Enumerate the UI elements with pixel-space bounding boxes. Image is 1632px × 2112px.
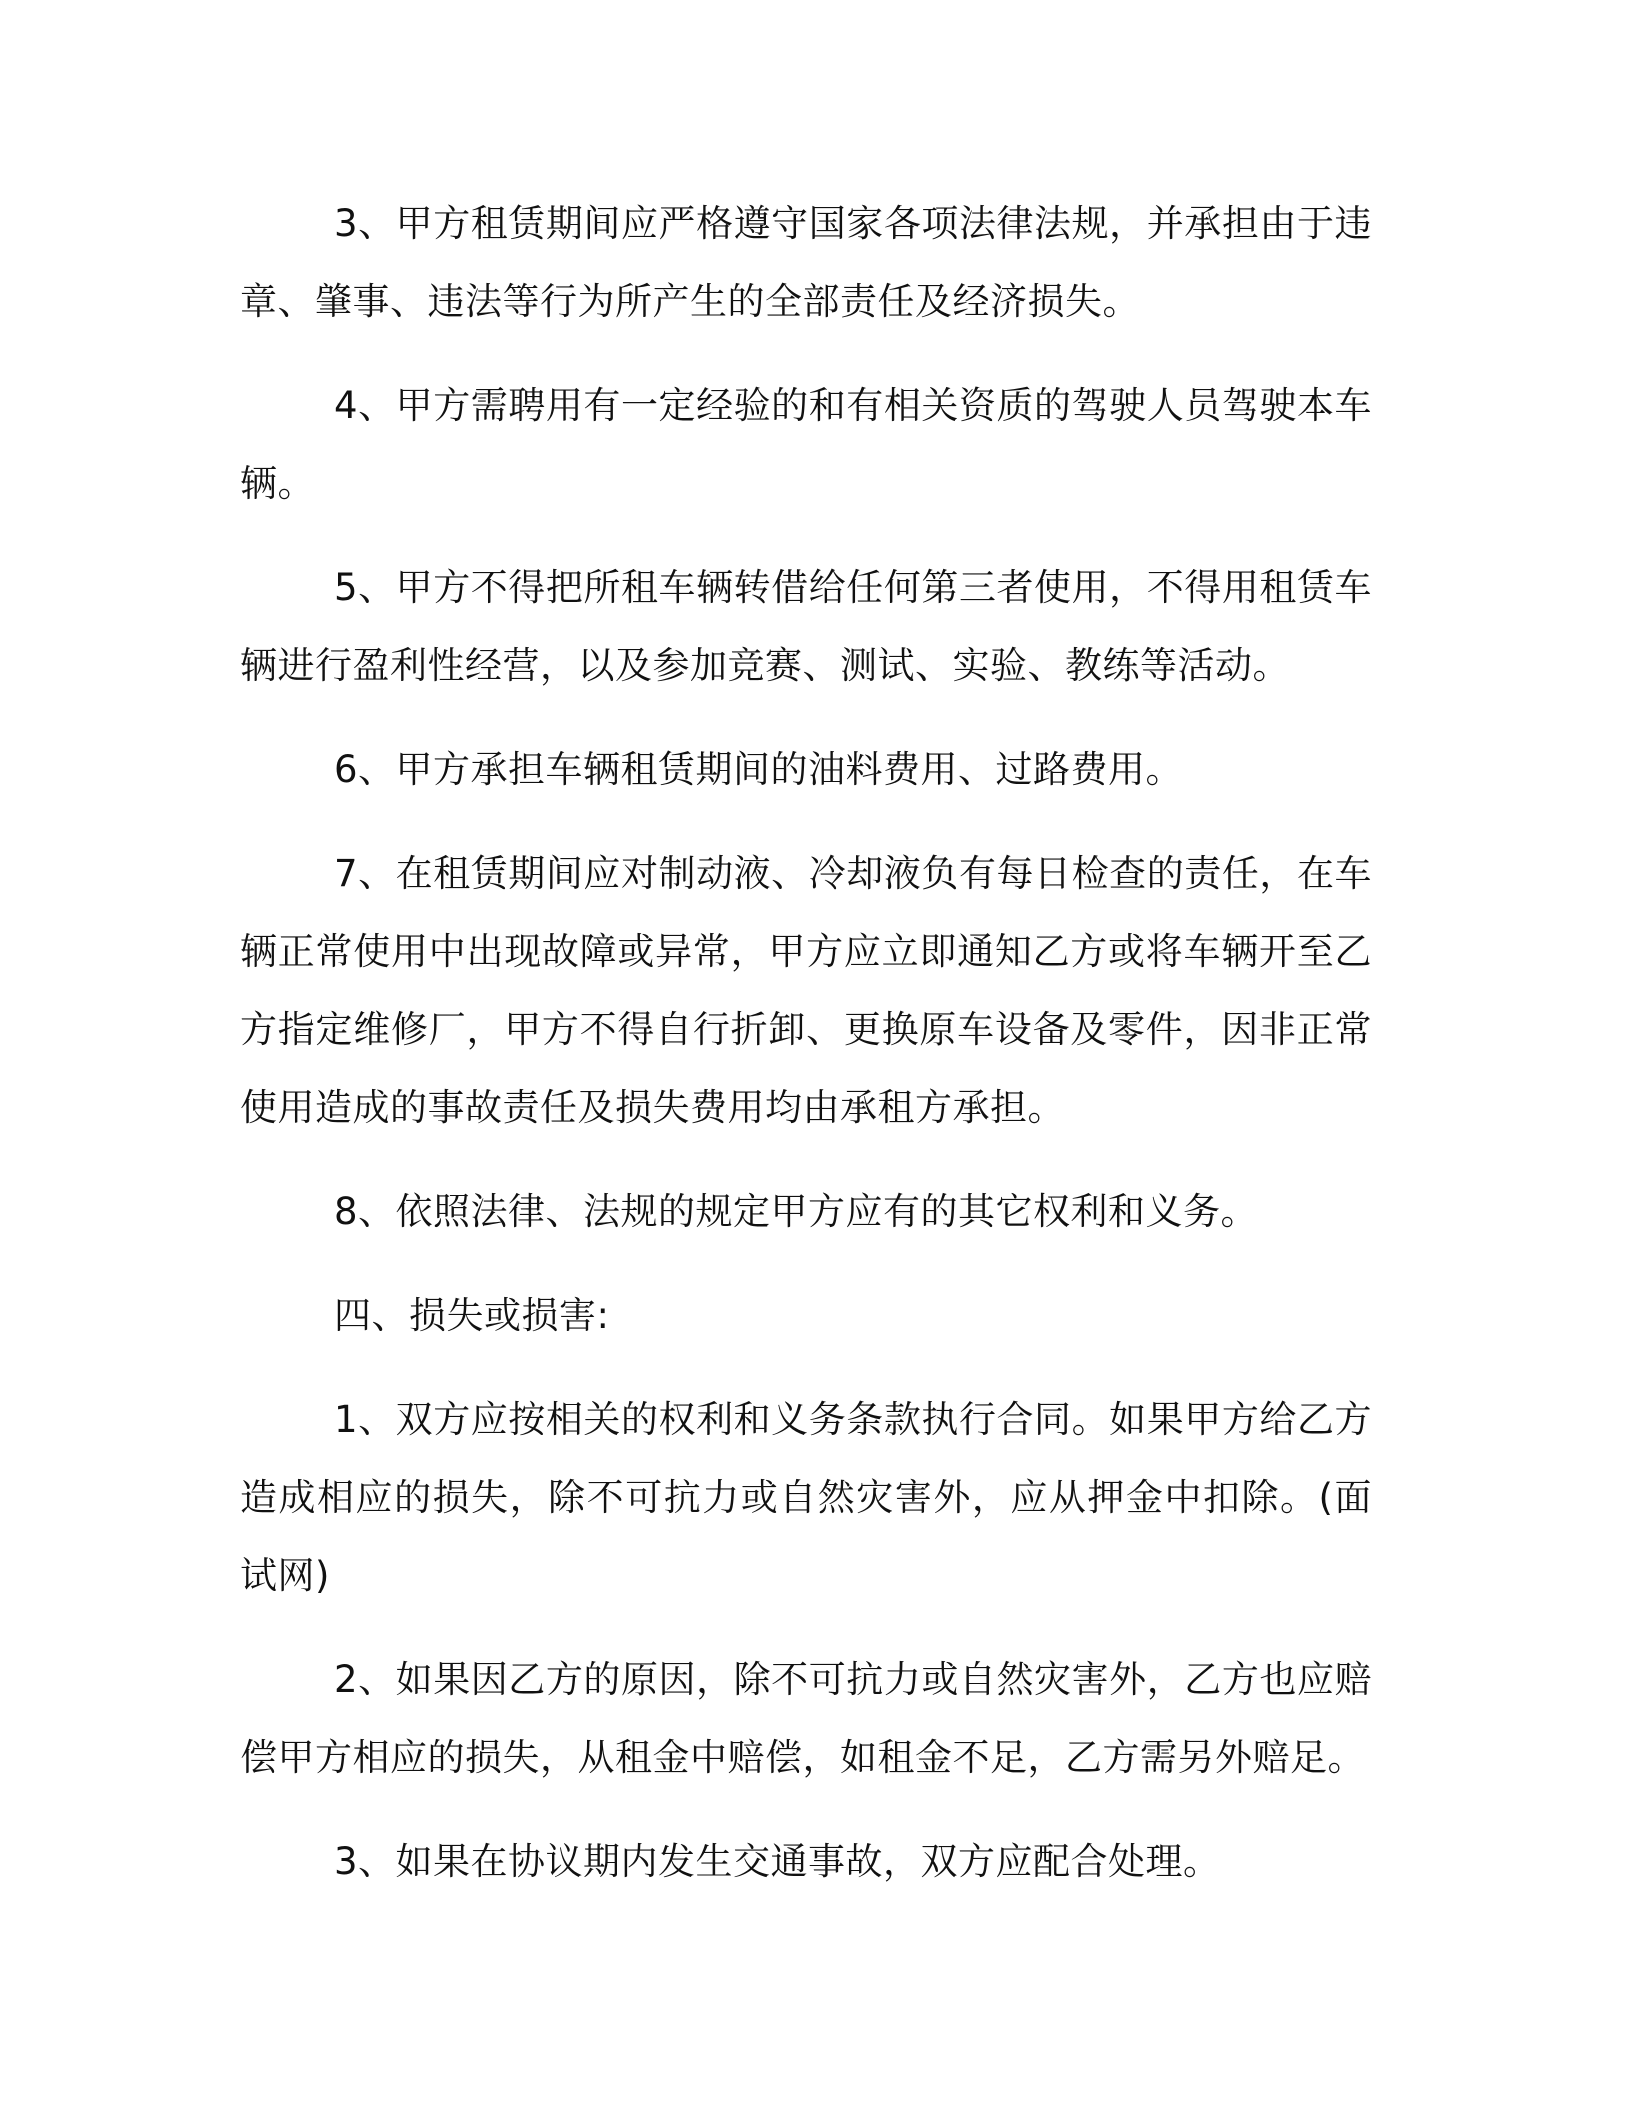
paragraph-clause-8: 8、依照法律、法规的规定甲方应有的其它权利和义务。 (334, 1190, 1259, 1233)
paragraph-loss-1: 1、双方应按相关的权利和义务条款执行合同。如果甲方给乙方造成相应的损失，除不可抗力或自然灾害外，应从押金中扣除。(面试网) (240, 1398, 1372, 1597)
paragraph-clause-7: 7、在租赁期间应对制动液、冷却液负有每日检查的责任，在车辆正常使用中出现故障或异常，甲方应立即通知乙方或将车辆开至乙方指定维修厂，甲方不得自行折卸、更换原车设备及零件，因非正常使用造成的事故责任及损失费用均由承租方承担。 (240, 852, 1372, 1129)
section-heading-loss-damage: 四、损失或损害: (334, 1294, 610, 1337)
paragraph-clause-5: 5、甲方不得把所租车辆转借给任何第三者使用，不得用租赁车辆进行盈利性经营，以及参加竞赛、测试、实验、教练等活动。 (240, 566, 1372, 687)
paragraph-clause-6: 6、甲方承担车辆租赁期间的油料费用、过路费用。 (334, 748, 1184, 791)
paragraph-clause-4: 4、甲方需聘用有一定经验的和有相关资质的驾驶人员驾驶本车辆。 (240, 384, 1372, 505)
document-body (240, 185, 1372, 1927)
paragraph-loss-3: 3、如果在协议期内发生交通事故，双方应配合处理。 (334, 1840, 1221, 1883)
paragraph-clause-3: 3、甲方租赁期间应严格遵守国家各项法律法规，并承担由于违章、肇事、违法等行为所产生的全部责任及经济损失。 (240, 202, 1372, 323)
paragraph-loss-2: 2、如果因乙方的原因，除不可抗力或自然灾害外，乙方也应赔偿甲方相应的损失，从租金中赔偿，如租金不足，乙方需另外赔足。 (240, 1658, 1372, 1779)
